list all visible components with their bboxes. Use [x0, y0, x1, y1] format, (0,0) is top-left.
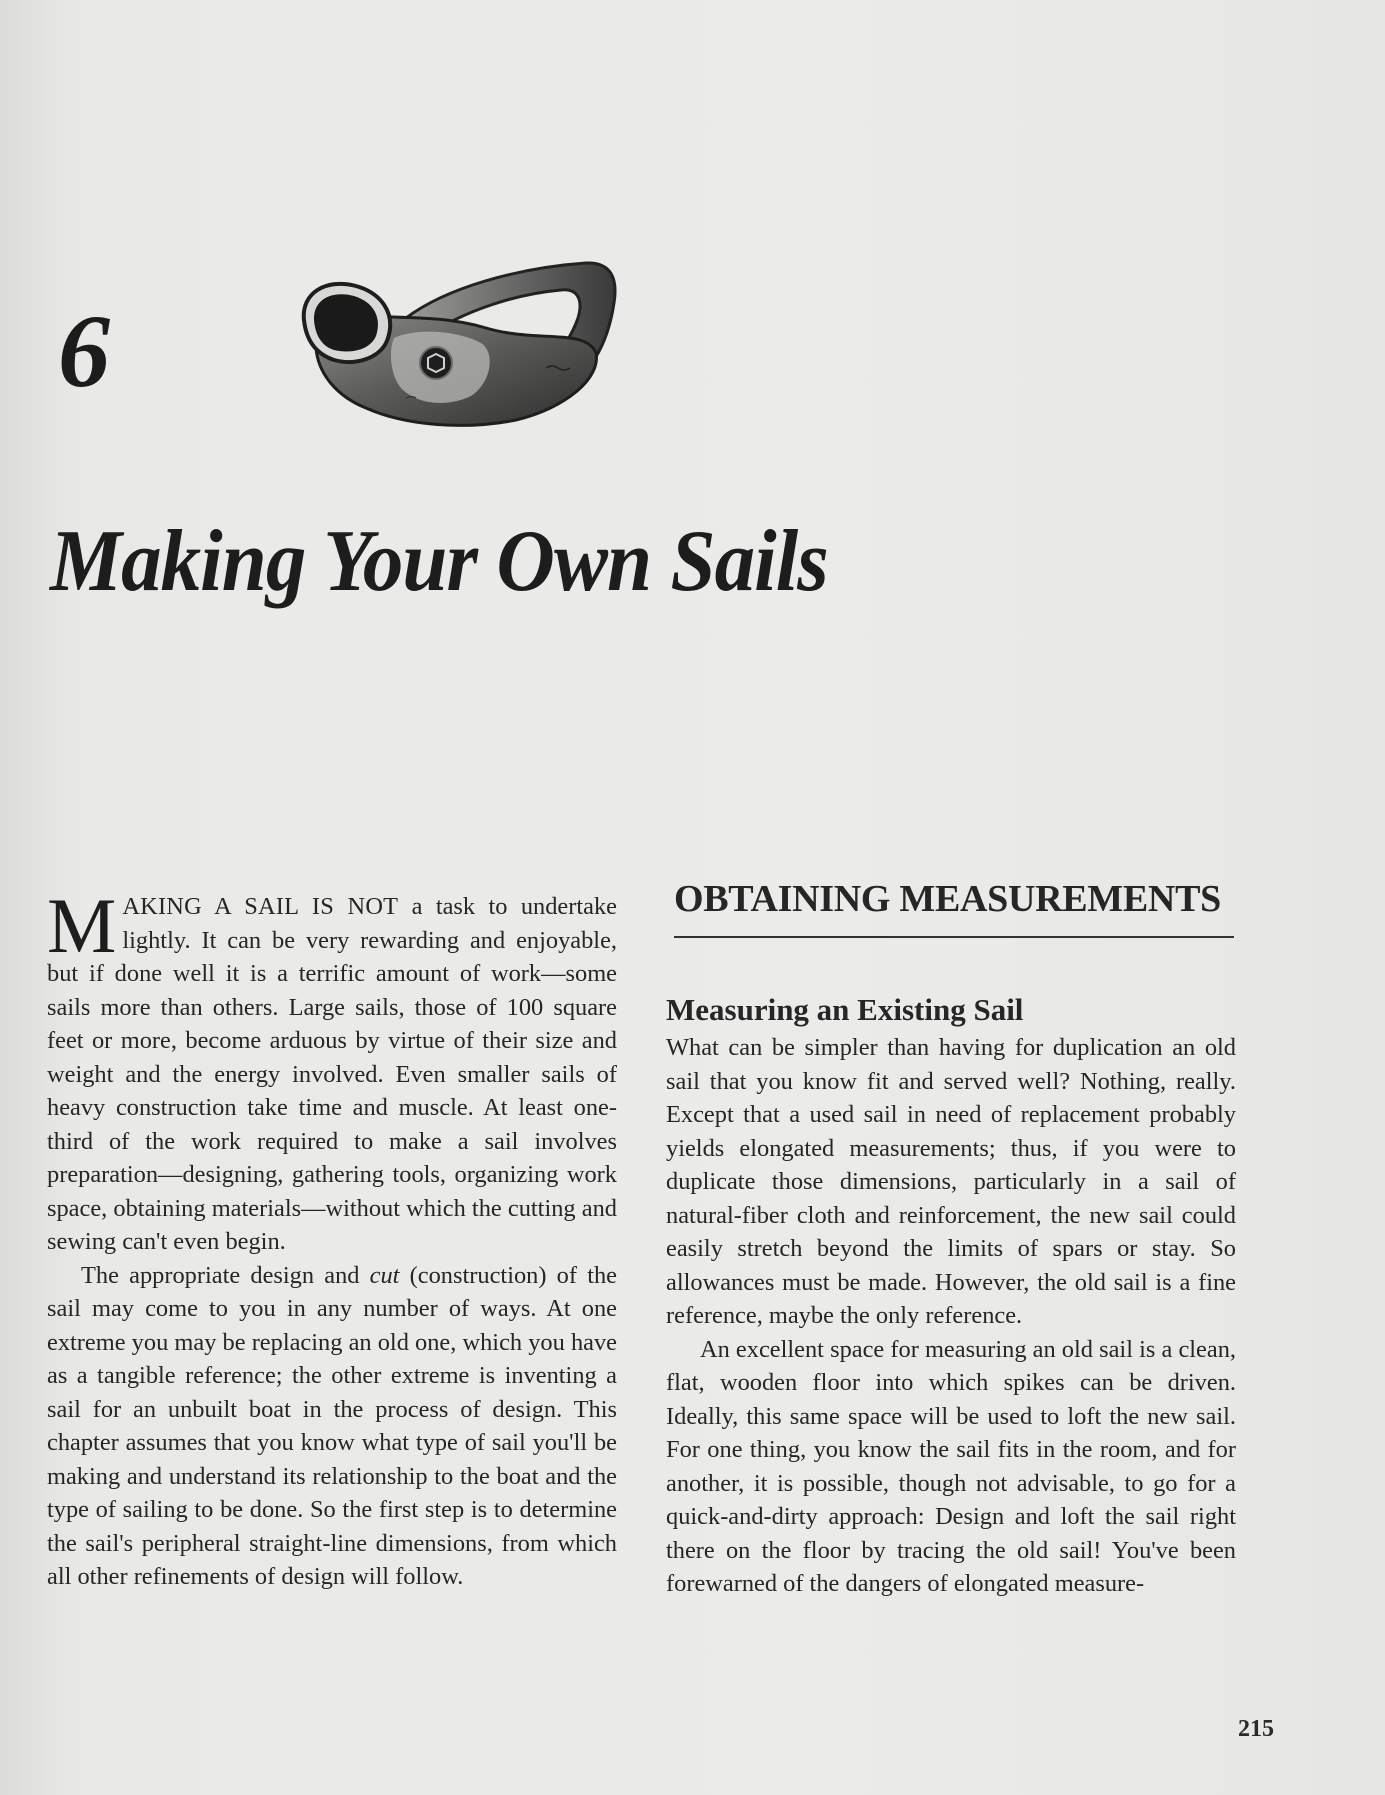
paragraph-text: The appropriate design and	[81, 1261, 370, 1289]
body-paragraph: What can be simpler than having for duplication an old sail that you know fit and served well? Nothing, really. Except that a used sail in need of replacement probably yields elongated measurements; thus, if you were to duplicate those dimensions, particularly in a sail of natural-fiber cloth and reinforcement, the new sail could easily stretch beyond the limits of spars or stay. So allowances must be made. However, the old sail is a fine reference, maybe the only reference.	[666, 1034, 1236, 1329]
lead-caps: AKING A SAIL IS NOT	[122, 893, 399, 920]
body-paragraph: An excellent space for measuring an old sail is a clean, flat, wooden floor into which spikes can be driven. Ideally, this same space will be used to loft the new sail. For one thing, you know the sail fits in the room, and for another, it is possible, though not advisable, to go for a quick-and-dirty approach: Design and loft the sail right there on the floor by tracing the old sail! You've been forewarned of the dangers of elongated measure-	[666, 1335, 1236, 1597]
section-divider	[674, 936, 1234, 938]
chapter-number: 6	[58, 294, 110, 409]
paragraph-text: a task to undertake lightly. It can be very rewarding and enjoyable, but if done well it is a terrific amount of work—some sails more than others. Large sails, those of 100 square feet or more, become arduous by virtue of their size and weight and the energy involved. Even smaller sails of heavy construction take time and muscle. At least one-third of the work required to make a sail involves preparation—designing, gathering tools, organizing work space, obtaining materials—without which the cutting and sewing can't even begin.	[47, 893, 617, 1255]
paragraph-text: (construction) of the sail may come to you in any number of ways. At one extreme you may be replacing an old one, which you have as a tangible reference; the other extreme is inventing a sail for an unbuilt boat in the process of design. This chapter assumes that you know what type of sail you'll be making and understand its relationship to the boat and the type of sailing to be done. So the first step is to determine the sail's peripheral straight-line dimensions, from which all other refinements of design will follow.	[47, 1261, 617, 1590]
subsection-heading: Measuring an Existing Sail	[666, 992, 1024, 1027]
intro-paragraph	[47, 882, 617, 1259]
chapter-title: Making Your Own Sails	[50, 513, 828, 610]
section-heading: OBTAINING MEASUREMENTS	[674, 878, 1221, 920]
page-number: 215	[1238, 1716, 1274, 1742]
dropcap: M	[47, 882, 117, 969]
left-column	[47, 882, 617, 1594]
right-column	[666, 878, 1236, 1601]
body-paragraph	[47, 1259, 617, 1594]
sail-palm-icon	[296, 258, 620, 430]
italic-term: cut	[369, 1261, 400, 1289]
